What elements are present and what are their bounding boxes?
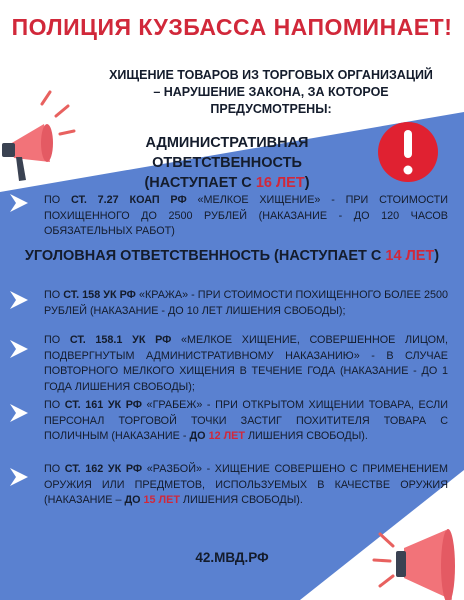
item-term: 12 ЛЕТ [208,430,245,442]
item-article: СТ. 7.27 КОАП РФ [70,194,187,206]
item-text: «РАЗБОЙ» - ХИЩЕНИЕ СОВЕРШЕНО С ПРИМЕНЕНИЕМ ОРУЖИЯ ИЛИ ПРЕДМЕТОВ, ИСПОЛЬЗУЕМЫХ В КАЧЕСТВЕ ОРУЖИЯ (НАКАЗАНИЕ – [44,463,449,506]
item-tail: ЛИШЕНИЯ СВОБОДЫ). [244,430,368,442]
intro-text [96,67,446,118]
arrow-bullet-icon [10,404,28,422]
item-lead: ПО [44,463,65,475]
criminal-age: 14 ЛЕТ [385,248,435,264]
item-term: 15 ЛЕТ [143,494,180,506]
item-text: «ГРАБЕЖ» - ПРИ ОТКРЫТОМ ХИЩЕНИИ ТОВАРА, ЕСЛИ ПЕРСОНАЛ ТОРГОВОЙ ТОЧКИ ЗАСТИГ ПОХИТИТЕЛЯ ТОВАРА С ПОЛИЧНЫМ (НАКАЗАНИЕ - [44,399,448,442]
criminal-liability-heading [0,246,464,266]
item-text: «КРАЖА» - ПРИ СТОИМОСТИ ПОХИЩЕННОГО БОЛЕЕ 2500 РУБЛЕЙ (НАКАЗАНИЕ - ДО 10 ЛЕТ ЛИШЕНИЯ СВОБОДЫ); [44,289,448,317]
admin-age: 16 ЛЕТ [255,175,305,191]
criminal-age-suffix: ) [434,248,440,264]
list-item [44,398,448,445]
arrow-bullet-icon [10,468,28,486]
item-text: «МЕЛКОЕ ХИЩЕНИЕ, СОВЕРШЕННОЕ ЛИЦОМ, ПОДВЕРГНУТЫМ АДМИНИСТРАТИВНОМУ НАКАЗАНИЮ» - В СЛУЧАЕ ПОВТОРНОГО МЕЛКОГО ХИЩЕНИЯ В ТЕЧЕНИЕ ГОДА (НАКАЗАНИЕ - ДО 1 ГОДА ЛИШЕНИЯ СВОБОДЫ); [44,334,448,393]
item-term-lead: ДО [124,494,144,506]
item-article: СТ. 161 УК РФ [64,399,142,411]
admin-liability-age-line [72,173,382,193]
admin-age-suffix: ) [304,175,310,191]
item-lead: ПО [44,334,70,346]
criminal-liability-title: УГОЛОВНАЯ ОТВЕТСТВЕННОСТЬ (НАСТУПАЕТ С [24,248,386,264]
item-article: СТ. 162 УК РФ [64,463,143,475]
admin-liability-title: АДМИНИСТРАТИВНАЯ ОТВЕТСТВЕННОСТЬ [145,135,309,171]
arrow-bullet-icon [10,291,28,309]
arrow-bullet-icon [10,340,28,358]
item-article: СТ. 158 УК РФ [63,289,136,301]
item-lead: ПО [44,194,71,206]
list-item [44,462,448,509]
arrow-bullet-icon [10,194,28,212]
website-link[interactable]: 42.МВД.РФ [195,550,269,565]
item-text: «МЕЛКОЕ ХИЩЕНИЕ» - ПРИ СТОИМОСТИ ПОХИЩЕННОГО ДО 2500 РУБЛЕЙ (НАКАЗАНИЕ - ДО 120 ЧАСОВ ОБЯЗАТЕЛЬНЫХ РАБОТ) [44,194,449,237]
item-lead: ПО [44,399,65,411]
intro-line-1: ХИЩЕНИЕ ТОВАРОВ ИЗ ТОРГОВЫХ ОРГАНИЗАЦИЙ [109,68,433,82]
item-tail: ЛИШЕНИЯ СВОБОДЫ). [179,494,303,506]
list-item [44,193,448,240]
admin-liability-heading [72,133,382,193]
item-lead: ПО [44,289,64,301]
admin-age-prefix: (НАСТУПАЕТ С [144,175,256,191]
list-item [44,288,448,319]
list-item [44,333,448,395]
item-term-lead: ДО [189,430,209,442]
page-title: ПОЛИЦИЯ КУЗБАССА НАПОМИНАЕТ! [11,14,453,40]
item-article: СТ. 158.1 УК РФ [69,334,172,346]
exclamation-icon [378,122,438,182]
intro-line-2: – НАРУШЕНИЕ ЗАКОНА, ЗА КОТОРОЕ ПРЕДУСМОТРЕНЫ: [153,85,389,116]
